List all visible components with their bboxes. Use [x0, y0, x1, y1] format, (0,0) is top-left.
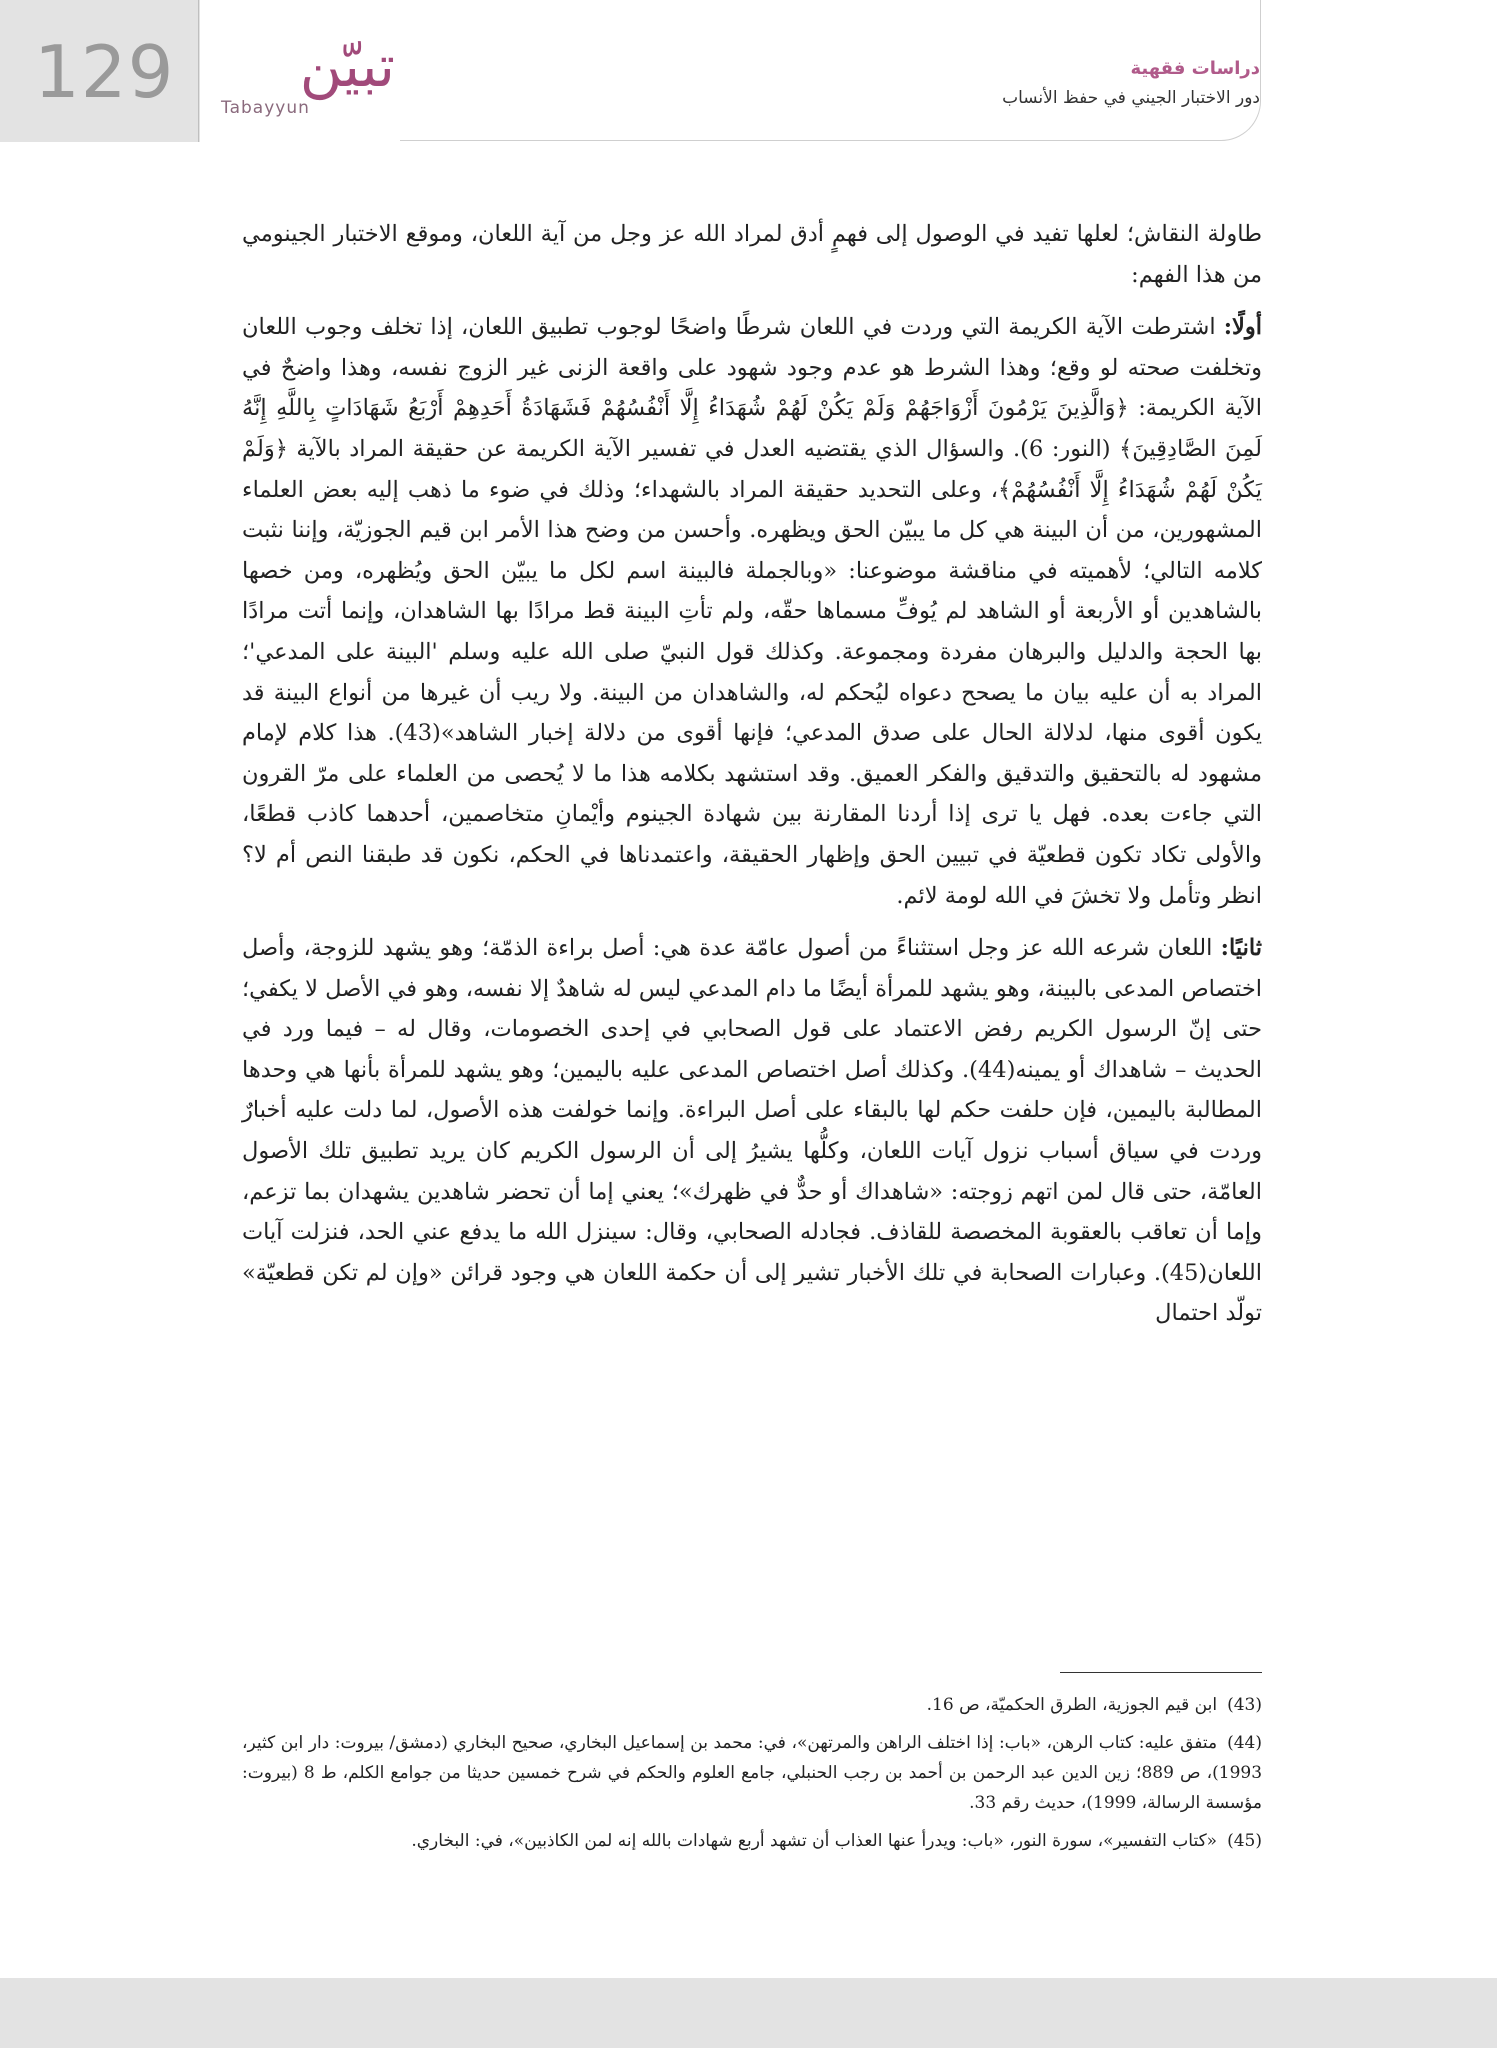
paragraph: [242, 307, 1262, 916]
paragraph: [242, 928, 1262, 1334]
journal-logo: [215, 32, 395, 128]
footnote: [242, 1728, 1262, 1818]
paragraph-text: اللعان شرعه الله عز وجل استثناءً من أصول عامّة عدة هي: أصل براءة الذمّة؛ وهو يشهد للزوجة، وأصل اختصاص المدعى بالبينة، وهو يشهد للمرأة أيضًا ما دام المدعي ليس له شاهدٌ إلا نفسه، وهو في الأصل لا يكفي؛ حتى إنّ الرسول الكريم رفض الاعتماد على قول الصحابي في إحدى الخصومات، وقال له – فيما ورد في الحديث – شاهداك أو يمينه(44). وكذلك أصل اختصاص المدعى عليه باليمين؛ وهو يشهد للمرأة بأنها هي وحدها المطالبة باليمين، فإن حلفت حكم لها بالبقاء على أصل البراءة. وإنما خولفت هذه الأصول، لما دلت عليه أخبارٌ وردت في سياق أسباب نزول آيات اللعان، وكلُّها يشيرُ إلى أن الرسول الكريم كان يريد تطبيق تلك الأصول العامّة، حتى قال لمن اتهم زوجته: «شاهداك أو حدٌّ في ظهرك»؛ يعني إما أن تحضر شاهدين يشهدان بما تزعم، وإما أن تعاقب بالعقوبة المخصصة للقاذف. فجادله الصحابي، وقال: سينزل الله ما يدفع عني الحد، فنزلت آيات اللعان(45). وعبارات الصحابة في تلك الأخبار تشير إلى أن حكمة اللعان هي وجود قرائن «وإن لم تكن قطعيّة» تولّد احتمال: [242, 935, 1262, 1327]
paragraph-lead: أولًا:: [1223, 314, 1262, 341]
footnote-number: (45): [1227, 1831, 1262, 1851]
footnotes: [242, 1690, 1262, 1864]
footnote-number: (43): [1227, 1695, 1262, 1715]
footnote: [242, 1690, 1262, 1720]
footnote-text: ابن قيم الجوزية، الطرق الحكميّة، ص 16.: [926, 1695, 1218, 1715]
paragraph: [242, 214, 1262, 295]
logo-latin-text: Tabayyun: [221, 98, 310, 118]
paragraph-lead: ثانيًا:: [1220, 935, 1262, 962]
paragraph-text: طاولة النقاش؛ لعلها تفيد في الوصول إلى فهمٍ أدق لمراد الله عز وجل من آية اللعان، وموقع الاختبار الجينومي من هذا الفهم:: [242, 221, 1262, 288]
header-divider: [198, 0, 199, 142]
footnote-number: (44): [1227, 1733, 1263, 1753]
footnote-text: متفق عليه: كتاب الرهن، «باب: إذا اختلف الراهن والمرتهن»، في: محمد بن إسماعيل البخاري، صحيح البخاري (دمشق/ بيروت: دار ابن كثير، 1993)، ص 889؛ زين الدين عبد الرحمن بن أحمد بن رجب الحنبلي، جامع العلوم والحكم في شرح خمسين حديثا من جوامع الكلم، ط 8 (بيروت: مؤسسة الرسالة، 1999)، حديث رقم 33.: [242, 1733, 1263, 1813]
footnote: [242, 1826, 1262, 1856]
running-header: [400, 0, 1261, 141]
article-title: دور الاختبار الجيني في حفظ الأنساب: [1002, 88, 1260, 108]
footnote-rule: [1060, 1672, 1262, 1673]
paragraph-text: اشترطت الآية الكريمة التي وردت في اللعان شرطًا واضحًا لوجوب تطبيق اللعان، إذا تخلف وجوب اللعان وتخلفت صحته لو وقع؛ وهذا الشرط هو عدم وجود شهود على واقعة الزنى غير الزوج نفسه، وهذا واضحٌ في الآية الكريمة: ﴿وَالَّذِينَ يَرْمُونَ أَزْوَاجَهُمْ وَلَمْ يَكُنْ لَهُمْ شُهَدَاءُ إِلَّا أَنْفُسُهُمْ فَشَهَادَةُ أَحَدِهِمْ أَرْبَعُ شَهَادَاتٍ بِاللَّهِ إِنَّهُ لَمِنَ الصَّادِقِينَ﴾ (النور: 6). والسؤال الذي يقتضيه العدل في تفسير الآية الكريمة عن حقيقة المراد بالآية ﴿وَلَمْ يَكُنْ لَهُمْ شُهَدَاءُ إِلَّا أَنْفُسُهُمْ﴾، وعلى التحديد حقيقة المراد بالشهداء؛ وذلك في ضوء ما ذهب إليه بعض العلماء المشهورين، من أن البينة هي كل ما يبيّن الحق ويظهره. وأحسن من وضح هذا الأمر ابن قيم الجوزيّة، وإننا نثبت كلامه التالي؛ لأهميته في مناقشة موضوعنا: «وبالجملة فالبينة اسم لكل ما يبيّن الحق ويُظهره، ومن خصها بالشاهدين أو الأربعة أو الشاهد لم يُوفِّ مسماها حقّه، ولم تأتِ البينة قط مرادًا بها الشاهدان، وإنما أتت مرادًا بها الحجة والدليل والبرهان مفردة ومجموعة. وكذلك قول النبيّ صلى الله عليه وسلم 'البينة على المدعي'؛ المراد به أن عليه بيان ما يصحح دعواه ليُحكم له، والشاهدان من البينة. ولا ريب أن غيرها من أنواع البينة قد يكون أقوى منها، لدلالة الحال على صدق المدعي؛ فإنها أقوى من دلالة إخبار الشاهد»(43). هذا كلام لإمام مشهود له بالتحقيق والتدقيق والفكر العميق. وقد استشهد بكلامه هذا ما لا يُحصى من العلماء على مرّ القرون التي جاءت بعده. فهل يا ترى إذا أردنا المقارنة بين شهادة الجينوم وأيْمانِ متخاصمين، أحدهما كاذب قطعًا، والأولى تكاد تكون قطعيّة في تبيين الحق وإظهار الحقيقة، واعتمدناها في الحكم، نكون قد طبقنا النص أم لا؟ انظر وتأمل ولا تخشَ في الله لومة لائم.: [242, 314, 1262, 909]
footer-band: [0, 1978, 1497, 2048]
section-title: دراسات فقهية: [1130, 58, 1260, 79]
footnote-text: «كتاب التفسير»، سورة النور، «باب: ويدرأ عنها العذاب أن تشهد أربع شهادات بالله إنه لمن الكاذبين»، في: البخاري.: [411, 1831, 1218, 1851]
body-text: [242, 214, 1262, 1346]
logo-arabic-text: تبيّن: [299, 32, 395, 100]
page-number: 129: [34, 30, 175, 114]
